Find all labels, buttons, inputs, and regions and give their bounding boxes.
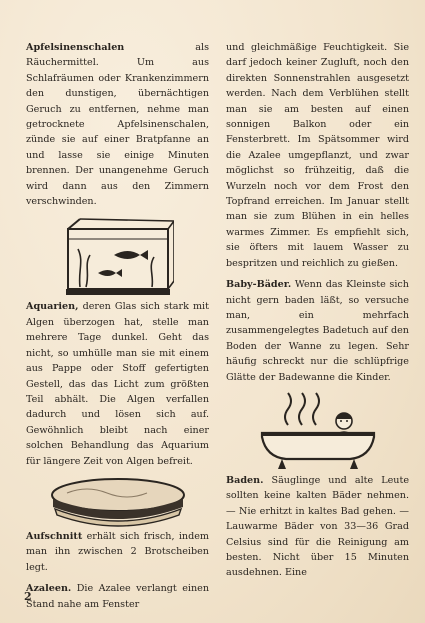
entry-text: Wenn das Kleinste sich nicht gern baden läßt, so versuche man, ein mehrfach zusammengelegtes Badetuch auf den Boden der Wanne zu legen. Sehr häufig schreckt nur die schlüpfrige Glätte der Badewanne die Kinder. — [226, 279, 409, 383]
paragraph-aquarien — [26, 299, 209, 468]
entry-text: erhält sich frisch, indem man ihn zwischen 2 Brotscheiben legt. — [26, 530, 209, 573]
sandwich-illustration — [47, 475, 189, 529]
paragraph-apfelsinenschalen — [26, 40, 209, 209]
entry-text: Die Azalee verlangt einen Stand nahe am Fenster — [26, 583, 209, 610]
page-number: 2 — [24, 590, 32, 603]
left-column — [26, 40, 209, 618]
paragraph-aufschnitt — [26, 529, 209, 575]
entry-heading: Baden. — [226, 474, 264, 486]
paragraph-azaleen-continued — [226, 40, 409, 271]
entry-text: Säuglinge und alte Leute sollten keine kalten Bäder nehmen. — Nie erhitzt in kaltes Bad gehen. — Lauwarme Bäder von 33—36 Grad Celsius sind für die Reinigung am besten. Nicht über 15 Minuten ausdehnen. Eine — [226, 474, 409, 579]
entry-heading: Aquarien, — [26, 301, 79, 313]
entry-heading: Apfelsinenschalen — [26, 42, 125, 53]
paragraph-baby-baeder — [226, 277, 409, 385]
paragraph-baden — [226, 473, 409, 581]
entry-heading: Baby-Bäder. — [226, 279, 292, 291]
right-column — [226, 40, 409, 587]
entry-text: und gleichmäßige Feuchtigkeit. Sie darf jedoch keiner Zugluft, noch den direkten Sonnenstrahlen ausgesetzt werden. Nach dem Verblühen stellt man sie am besten auf einen sonnigen Balkon oder ein Fensterbrett. Im Spätsommer wird die Azalee umgepflanzt, und zwar möglichst so frühzeitig, daß die Wurzeln noch vor dem Frost den Topfrand erreichen. Im Januar stellt man sie zum Blühen in ein helles warmes Zimmer. Es empfiehlt sich, sie öfters mit lauem Wasser zu bespritzen und reichlich zu gießen. — [226, 42, 409, 269]
entry-text: als Räuchermittel. Um aus Schlafräumen oder Krankenzimmern den dunstigen, übernächtigen Geruch zu entfernen, nehme man getrocknete Apfelsinenschalen, zünde sie auf einer Bratpfanne an und lasse sie einige Minuten brennen. Der unangenehme Geruch wird dann aus den Zimmern verschwinden. — [26, 42, 209, 208]
bathtub-illustration — [258, 391, 378, 473]
aquarium-illustration — [62, 215, 174, 299]
entry-text: deren Glas sich stark mit Algen überzogen hat, stelle man mehrere Tage dunkel. Geht das nicht, so umhülle man sie mit einem aus Pappe oder Stoff gefertigten Gestell, das das Licht zum größten Teil abhält. Die Algen verfallen dadurch und lösen sich auf. Gewöhnlich bleibt nach einer solchen Behandlung das Aquarium für längere Zeit von Algen befreit. — [26, 301, 209, 467]
paragraph-azaleen — [26, 581, 209, 612]
entry-heading: Azaleen. — [26, 583, 72, 595]
entry-heading: Aufschnitt — [26, 530, 83, 542]
